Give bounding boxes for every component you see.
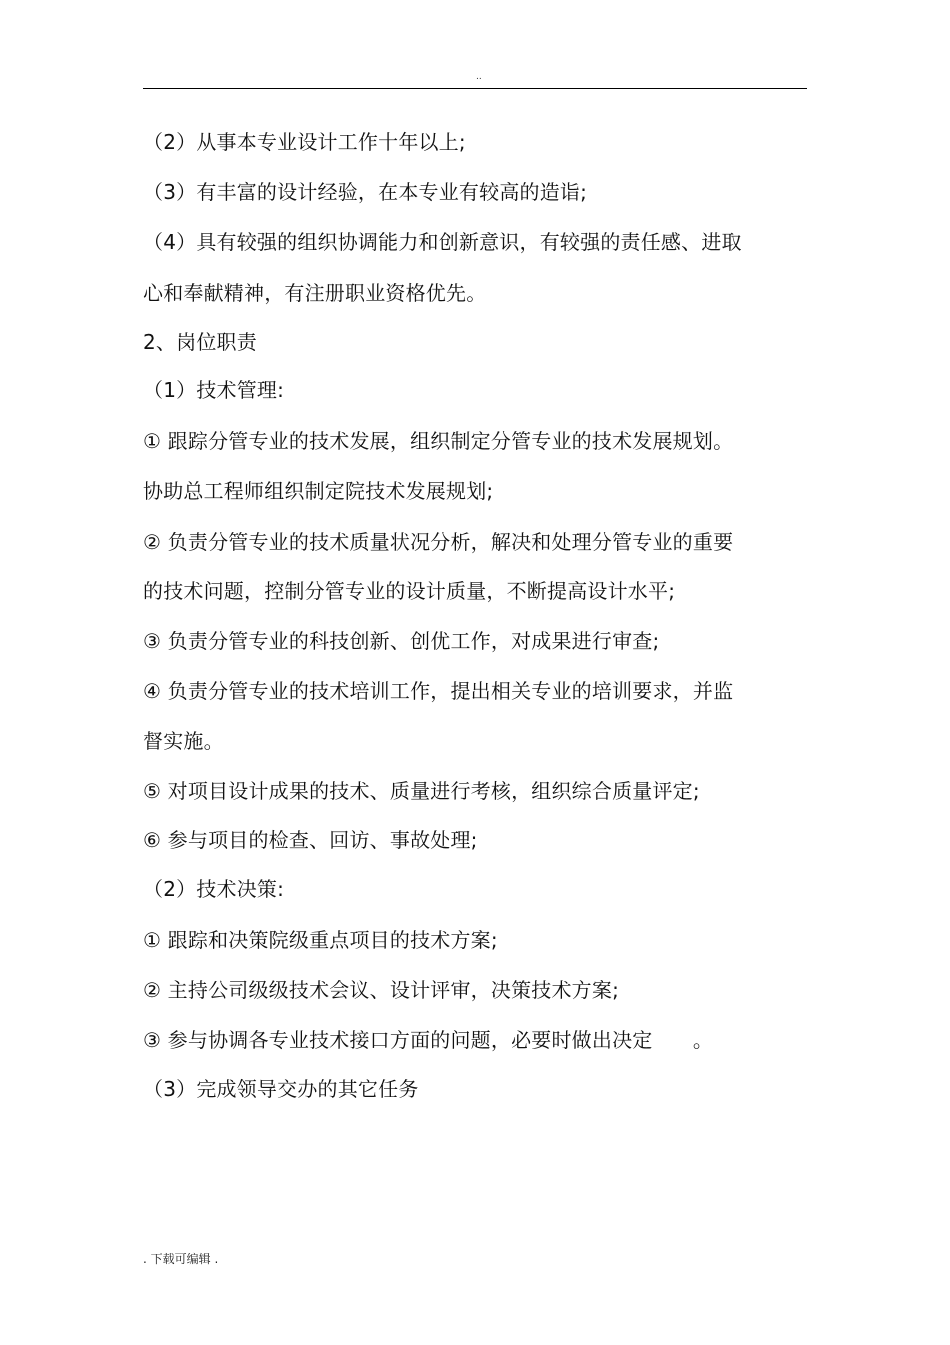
text-line: （3）有丰富的设计经验，在本专业有较高的造诣; [143,180,588,204]
text-line: ③ 参与协调各专业技术接口方面的问题，必要时做出决定 。 [143,1028,714,1052]
text-line: ⑥ 参与项目的检查、回访、事故处理; [143,828,478,852]
text-line: 督实施。 [143,729,224,753]
text-line: 协助总工程师组织制定院技术发展规划; [143,479,494,503]
subsection-heading: （1）技术管理: [143,378,285,402]
text-line: ③ 负责分管专业的科技创新、创优工作，对成果进行审查; [143,629,660,653]
text-line: ① 跟踪分管专业的技术发展，组织制定分管专业的技术发展规划。 [143,429,734,453]
footer-note: . 下载可编辑 . [143,1252,219,1266]
header-mark: .. [476,72,482,82]
section-heading: 2、岗位职责 [143,330,257,354]
text-line: ② 主持公司级级技术会议、设计评审，决策技术方案; [143,978,620,1002]
text-line: ⑤ 对项目设计成果的技术、质量进行考核，组织综合质量评定; [143,779,700,803]
subsection-heading: （2）技术决策: [143,877,285,901]
text-line: ② 负责分管专业的技术质量状况分析，解决和处理分管专业的重要 [143,530,734,554]
text-line: （2）从事本专业设计工作十年以上; [143,130,466,154]
text-line: （4）具有较强的组织协调能力和创新意识，有较强的责任感、进取 [143,230,742,254]
text-line: 的技术问题，控制分管专业的设计质量，不断提高设计水平; [143,579,676,603]
header-rule [143,88,807,89]
text-line: ① 跟踪和决策院级重点项目的技术方案; [143,928,498,952]
text-line: 心和奉献精神，有注册职业资格优先。 [143,281,487,305]
subsection-heading: （3）完成领导交办的其它任务 [143,1077,419,1101]
text-line: ④ 负责分管专业的技术培训工作，提出相关专业的培训要求，并监 [143,679,734,703]
